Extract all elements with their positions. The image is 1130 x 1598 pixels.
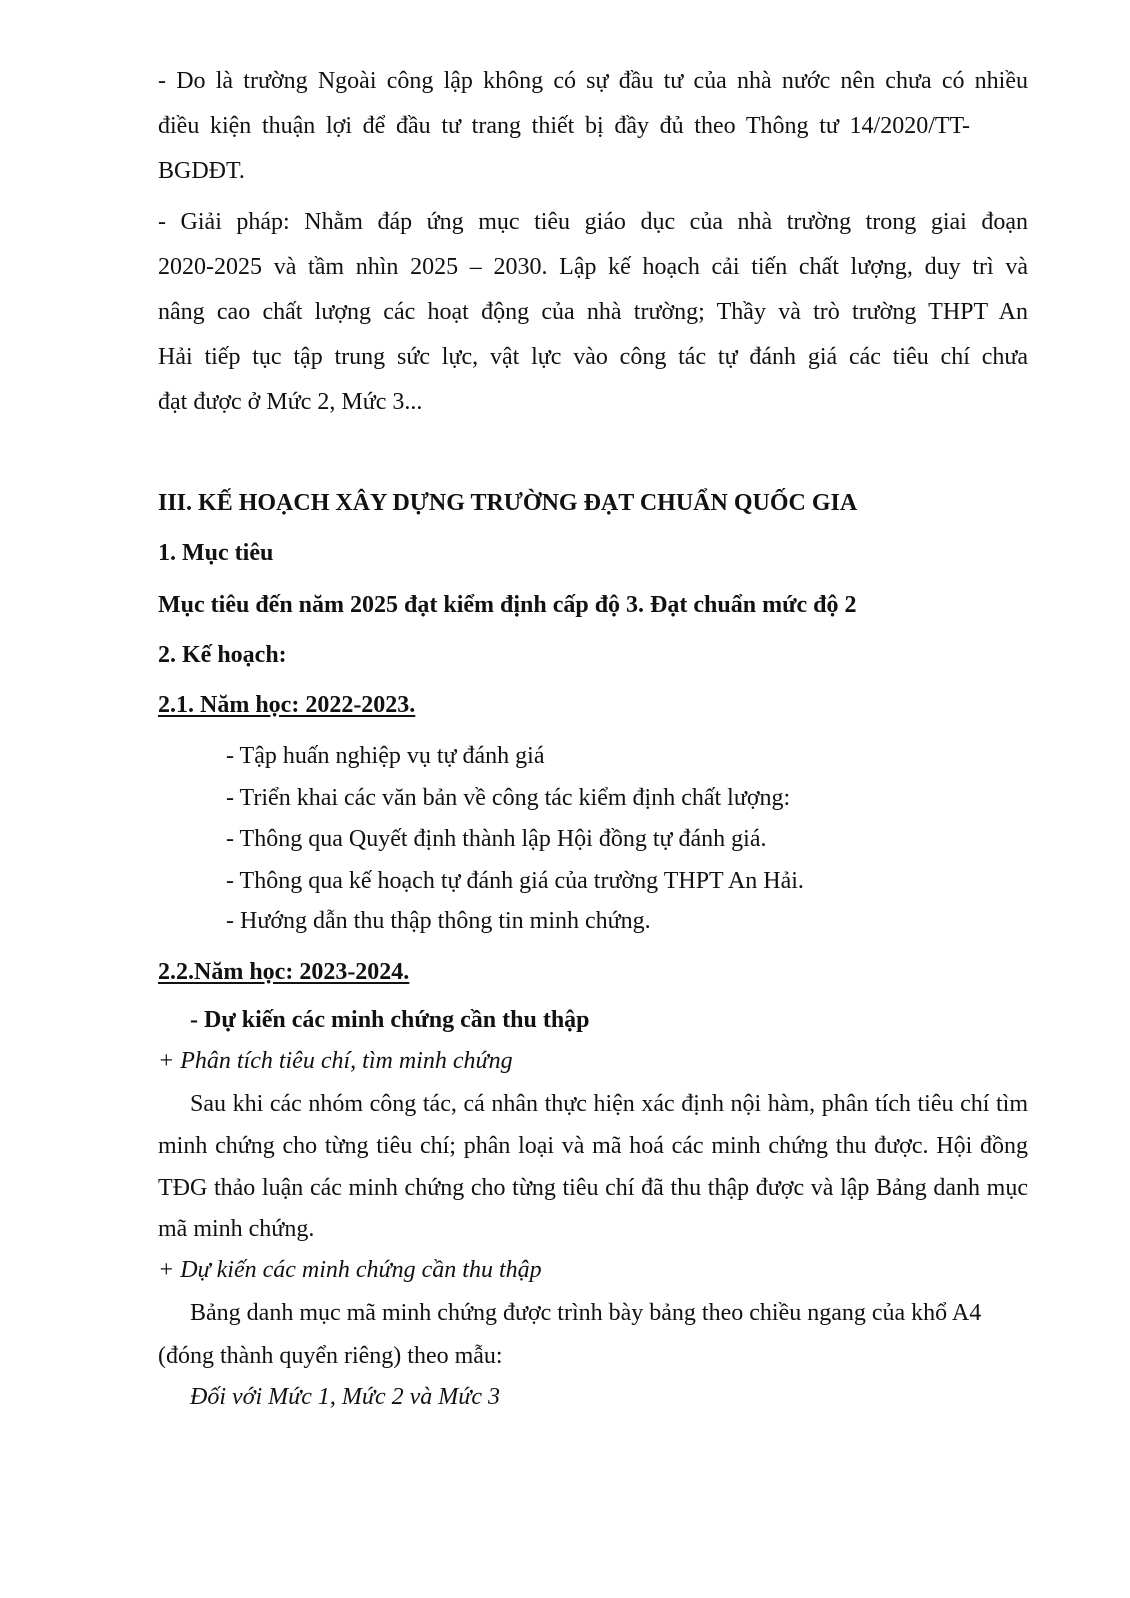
- paragraph-1-line-2: điều kiện thuận lợi để đầu tư trang thiết bị đầy đủ theo Thông tư 14/2020/TT-: [158, 113, 970, 139]
- paragraph-1-line-1: - Do là trường Ngoài công lập không có sự đầu tư của nhà nước nên chưa có nhiều: [158, 68, 1028, 94]
- levels-note: Đối với Mức 1, Mức 2 và Mức 3: [190, 1384, 500, 1410]
- objective-text: Mục tiêu đến năm 2025 đạt kiểm định cấp độ 3. Đạt chuẩn mức độ 2: [158, 592, 857, 618]
- section-title: III. KẾ HOẠCH XÂY DỰNG TRƯỜNG ĐẠT CHUẨN QUỐC GIA: [158, 490, 858, 516]
- year-1-item: - Tập huấn nghiệp vụ tự đánh giá: [226, 743, 545, 769]
- paragraph-2-line-4: Hải tiếp tục tập trung sức lực, vật lực vào công tác tự đánh giá các tiêu chí chưa: [158, 344, 1028, 370]
- expected-label: + Dự kiến các minh chứng cần thu thập: [158, 1257, 542, 1283]
- plan-heading: 2. Kế hoạch:: [158, 642, 287, 668]
- expected-text-line-1: Bảng danh mục mã minh chứng được trình bày bảng theo chiều ngang của khổ A4: [190, 1300, 982, 1326]
- year-2-subheading: - Dự kiến các minh chứng cần thu thập: [190, 1007, 590, 1033]
- analysis-text-line-1: Sau khi các nhóm công tác, cá nhân thực hiện xác định nội hàm, phân tích tiêu chí tìm: [190, 1091, 1028, 1117]
- paragraph-2-line-5: đạt được ở Mức 2, Mức 3...: [158, 389, 423, 415]
- year-1-item: - Hướng dẫn thu thập thông tin minh chứng.: [226, 908, 651, 934]
- objective-heading: 1. Mục tiêu: [158, 540, 274, 566]
- year-1-heading: 2.1. Năm học: 2022-2023.: [158, 692, 416, 718]
- year-2-heading: 2.2.Năm học: 2023-2024.: [158, 959, 410, 985]
- analysis-text-line-4: mã minh chứng.: [158, 1216, 315, 1242]
- expected-text-line-2: (đóng thành quyển riêng) theo mẫu:: [158, 1343, 503, 1369]
- analysis-label: + Phân tích tiêu chí, tìm minh chứng: [158, 1048, 513, 1074]
- year-1-item: - Thông qua Quyết định thành lập Hội đồng tự đánh giá.: [226, 826, 767, 852]
- paragraph-2-line-1: - Giải pháp: Nhằm đáp ứng mục tiêu giáo dục của nhà trường trong giai đoạn: [158, 209, 1028, 235]
- paragraph-2-line-3: nâng cao chất lượng các hoạt động của nhà trường; Thầy và trò trường THPT An: [158, 299, 1028, 325]
- year-1-item: - Triển khai các văn bản về công tác kiểm định chất lượng:: [226, 785, 791, 811]
- year-1-item: - Thông qua kế hoạch tự đánh giá của trường THPT An Hải.: [226, 868, 804, 894]
- analysis-text-line-3: TĐG thảo luận các minh chứng cho từng tiêu chí đã thu thập được và lập Bảng danh mục: [158, 1175, 1028, 1201]
- paragraph-1-line-3: BGDĐT.: [158, 158, 245, 184]
- analysis-text-line-2: minh chứng cho từng tiêu chí; phân loại và mã hoá các minh chứng thu được. Hội đồng: [158, 1133, 1028, 1159]
- paragraph-2-line-2: 2020-2025 và tầm nhìn 2025 – 2030. Lập kế hoạch cải tiến chất lượng, duy trì và: [158, 254, 1028, 280]
